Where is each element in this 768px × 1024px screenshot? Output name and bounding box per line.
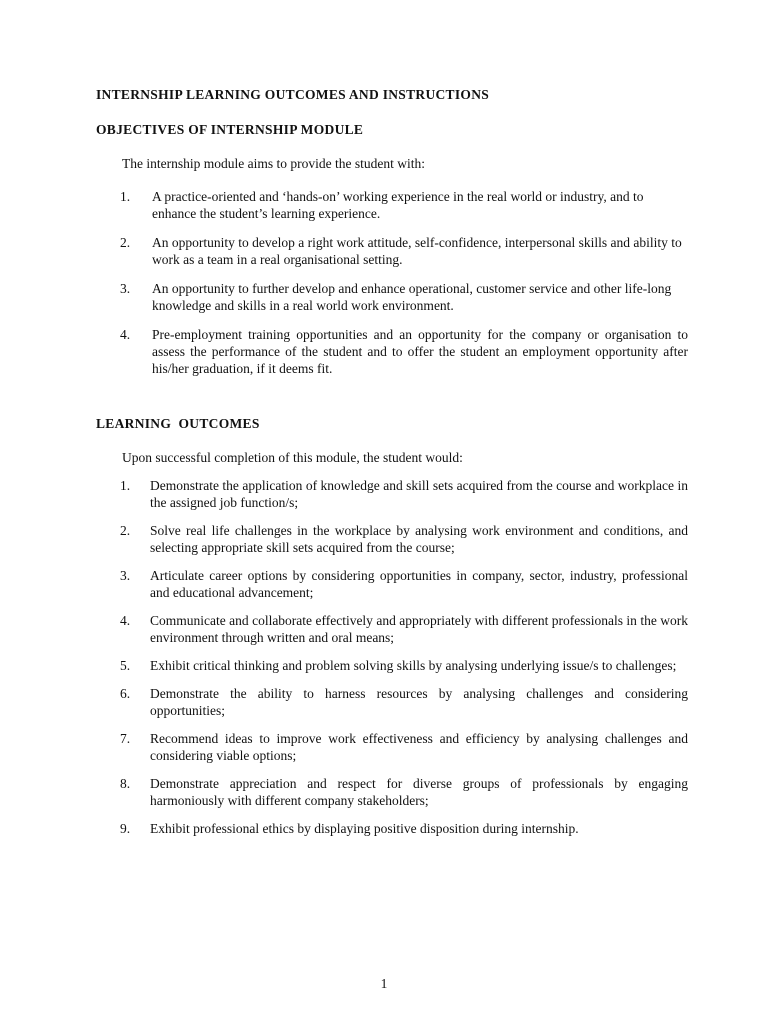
list-item xyxy=(96,326,688,377)
item-text: Solve real life challenges in the workplace by analysing work environment and conditions, and selecting appropriate skill sets acquired from the course; xyxy=(150,523,688,555)
item-text: A practice-oriented and ‘hands-on’ working experience in the real world or industry, and to enhance the student’s learning experience. xyxy=(152,189,644,221)
item-number: 3. xyxy=(120,568,131,583)
item-number: 4. xyxy=(120,613,131,628)
item-number: 1. xyxy=(120,189,131,204)
item-number: 2. xyxy=(120,235,131,250)
list-item xyxy=(96,234,688,268)
item-number: 9. xyxy=(120,821,131,836)
outcomes-heading: LEARNING OUTCOMES xyxy=(96,416,260,431)
item-number: 4. xyxy=(120,327,131,342)
page-number: 1 xyxy=(380,976,388,991)
list-item xyxy=(96,657,688,674)
item-text: Exhibit critical thinking and problem solving skills by analysing underlying issue/s to challenges; xyxy=(150,658,677,673)
outcomes-intro: Upon successful completion of this module, the student would: xyxy=(122,450,463,465)
list-item xyxy=(96,188,688,222)
item-number: 5. xyxy=(120,658,131,673)
item-number: 6. xyxy=(120,686,131,701)
item-number: 3. xyxy=(120,281,131,296)
list-item xyxy=(96,477,688,511)
list-item xyxy=(96,730,688,764)
item-text: Demonstrate appreciation and respect for diverse groups of professionals by engaging harmoniously with different company stakeholders; xyxy=(150,776,688,808)
list-item xyxy=(96,685,688,719)
list-item xyxy=(96,612,688,646)
item-text: Demonstrate the application of knowledge and skill sets acquired from the course and workplace in the assigned job function/s; xyxy=(150,478,688,510)
list-item xyxy=(96,775,688,809)
document-title: INTERNSHIP LEARNING OUTCOMES AND INSTRUCTIONS xyxy=(96,87,490,102)
item-text: Articulate career options by considering opportunities in company, sector, industry, professional and educational advancement; xyxy=(150,568,688,600)
item-text: Recommend ideas to improve work effectiveness and efficiency by analysing challenges and considering viable options; xyxy=(150,731,688,763)
list-item xyxy=(96,820,688,837)
item-text: Demonstrate the ability to harness resources by analysing challenges and considering opportunities; xyxy=(150,686,688,718)
objectives-list xyxy=(96,188,688,377)
objectives-intro: The internship module aims to provide the student with: xyxy=(122,156,425,171)
item-text: Pre-employment training opportunities and an opportunity for the company or organisation to assess the performance of the student and to offer the student an employment opportunity after his/her graduation, if it deems fit. xyxy=(152,327,688,376)
list-item xyxy=(96,280,688,314)
item-number: 7. xyxy=(120,731,131,746)
item-text: An opportunity to develop a right work attitude, self-confidence, interpersonal skills and ability to work as a team in a real organisational setting. xyxy=(152,235,682,267)
objectives-heading: OBJECTIVES OF INTERNSHIP MODULE xyxy=(96,122,364,137)
section-spacer xyxy=(96,389,688,415)
item-number: 8. xyxy=(120,776,131,791)
outcomes-list xyxy=(96,477,688,837)
item-text: An opportunity to further develop and enhance operational, customer service and other life-long knowledge and skills in a real world work environment. xyxy=(152,281,672,313)
item-number: 2. xyxy=(120,523,131,538)
list-item xyxy=(96,522,688,556)
item-text: Communicate and collaborate effectively and appropriately with different professionals in the work environment through written and oral means; xyxy=(150,613,688,645)
list-item xyxy=(96,567,688,601)
item-text: Exhibit professional ethics by displaying positive disposition during internship. xyxy=(150,821,579,836)
item-number: 1. xyxy=(120,478,131,493)
